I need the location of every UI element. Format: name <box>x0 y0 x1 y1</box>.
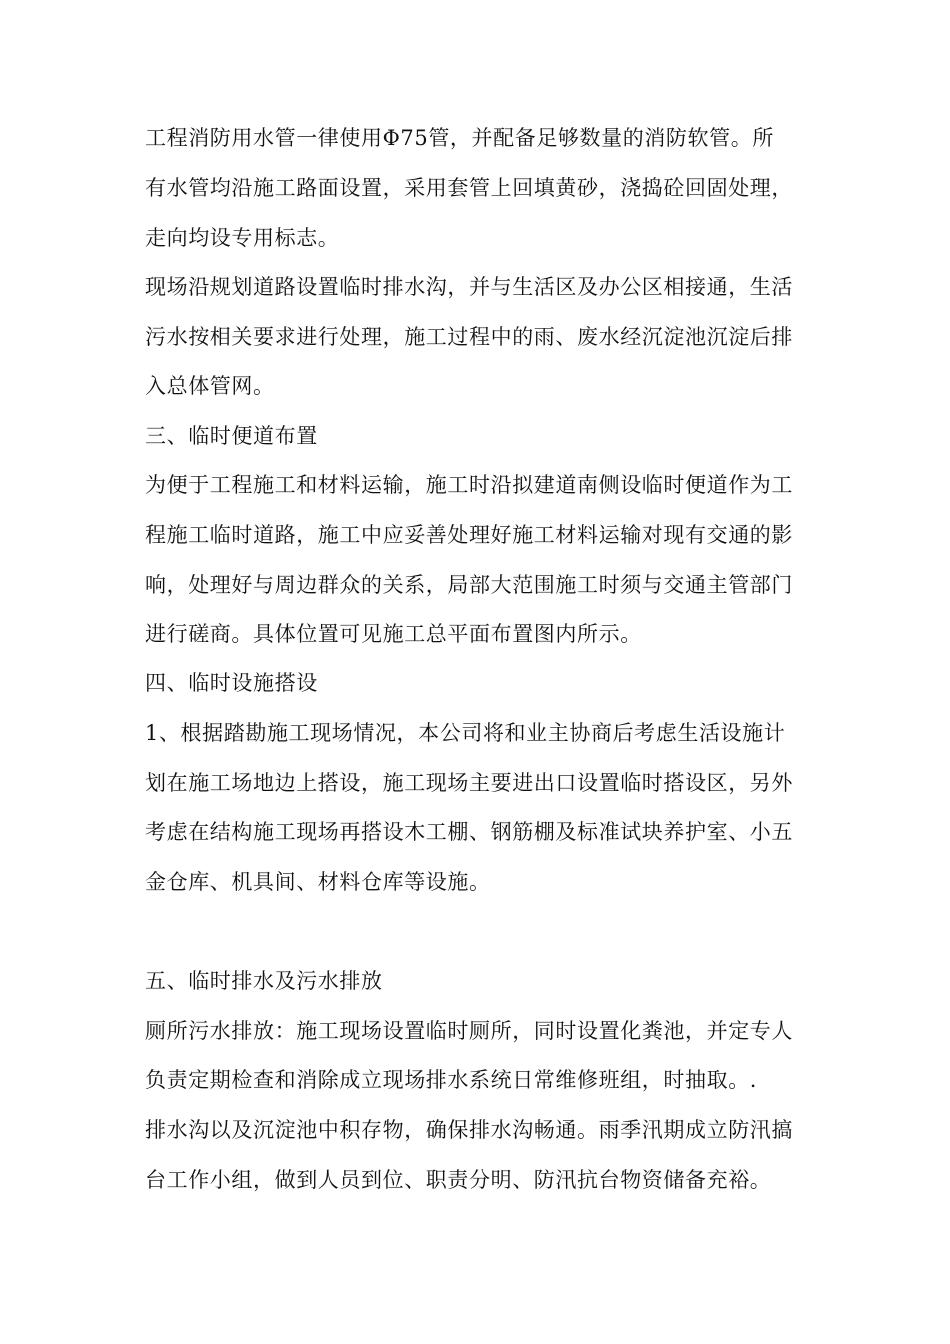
text-line: 台工作小组，做到人员到位、职责分明、防汛抗台物资储备充裕。 <box>145 1168 772 1192</box>
text-line: 工程消防用水管一律使用Φ75管，并配备足够数量的消防软管。所 <box>145 126 774 150</box>
text-line: 考虑在结构施工现场再搭设木工棚、钢筋棚及标准试块养护室、小五 <box>145 820 793 844</box>
text-line: 负责定期检查和消除成立现场排水系统日常维修班组，时抽取。. <box>145 1068 758 1092</box>
text-line: 进行磋商。具体位置可见施工总平面布置图内所示。 <box>145 622 642 646</box>
text-line: 走向均设专用标志。 <box>145 226 340 250</box>
section-heading: 三、临时便道布置 <box>145 424 318 448</box>
text-line: 现场沿规划道路设置临时排水沟，并与生活区及办公区相接通，生活 <box>145 275 793 299</box>
text-line: 污水按相关要求进行处理，施工过程中的雨、废水经沉淀池沉淀后排 <box>145 325 793 349</box>
text-line: 程施工临时道路，施工中应妥善处理好施工材料运输对现有交通的影 <box>145 523 793 547</box>
text-line: 1、根据踏勘施工现场情况，本公司将和业主协商后考虑生活设施计 <box>145 721 786 745</box>
text-line: 响，处理好与周边群众的关系，局部大范围施工时须与交通主管部门 <box>145 573 793 597</box>
section-heading: 四、临时设施搭设 <box>145 671 318 695</box>
section-heading: 五、临时排水及污水排放 <box>145 969 383 993</box>
text-line: 金仓库、机具间、材料仓库等设施。 <box>145 870 491 894</box>
text-line: 厕所污水排放：施工现场设置临时厕所，同时设置化粪池，并定专人 <box>145 1019 793 1043</box>
text-line: 为便于工程施工和材料运输，施工时沿拟建道南侧设临时便道作为工 <box>145 473 793 497</box>
text-line: 入总体管网。 <box>145 374 275 398</box>
text-line: 排水沟以及沉淀池中积存物，确保排水沟畅通。雨季汛期成立防汛搞 <box>145 1118 793 1142</box>
text-line: 有水管均沿施工路面设置，采用套管上回填黄砂，浇捣砼回固处理， <box>145 176 793 200</box>
text-line: 划在施工场地边上搭设，施工现场主要进出口设置临时搭设区，另外 <box>145 771 793 795</box>
